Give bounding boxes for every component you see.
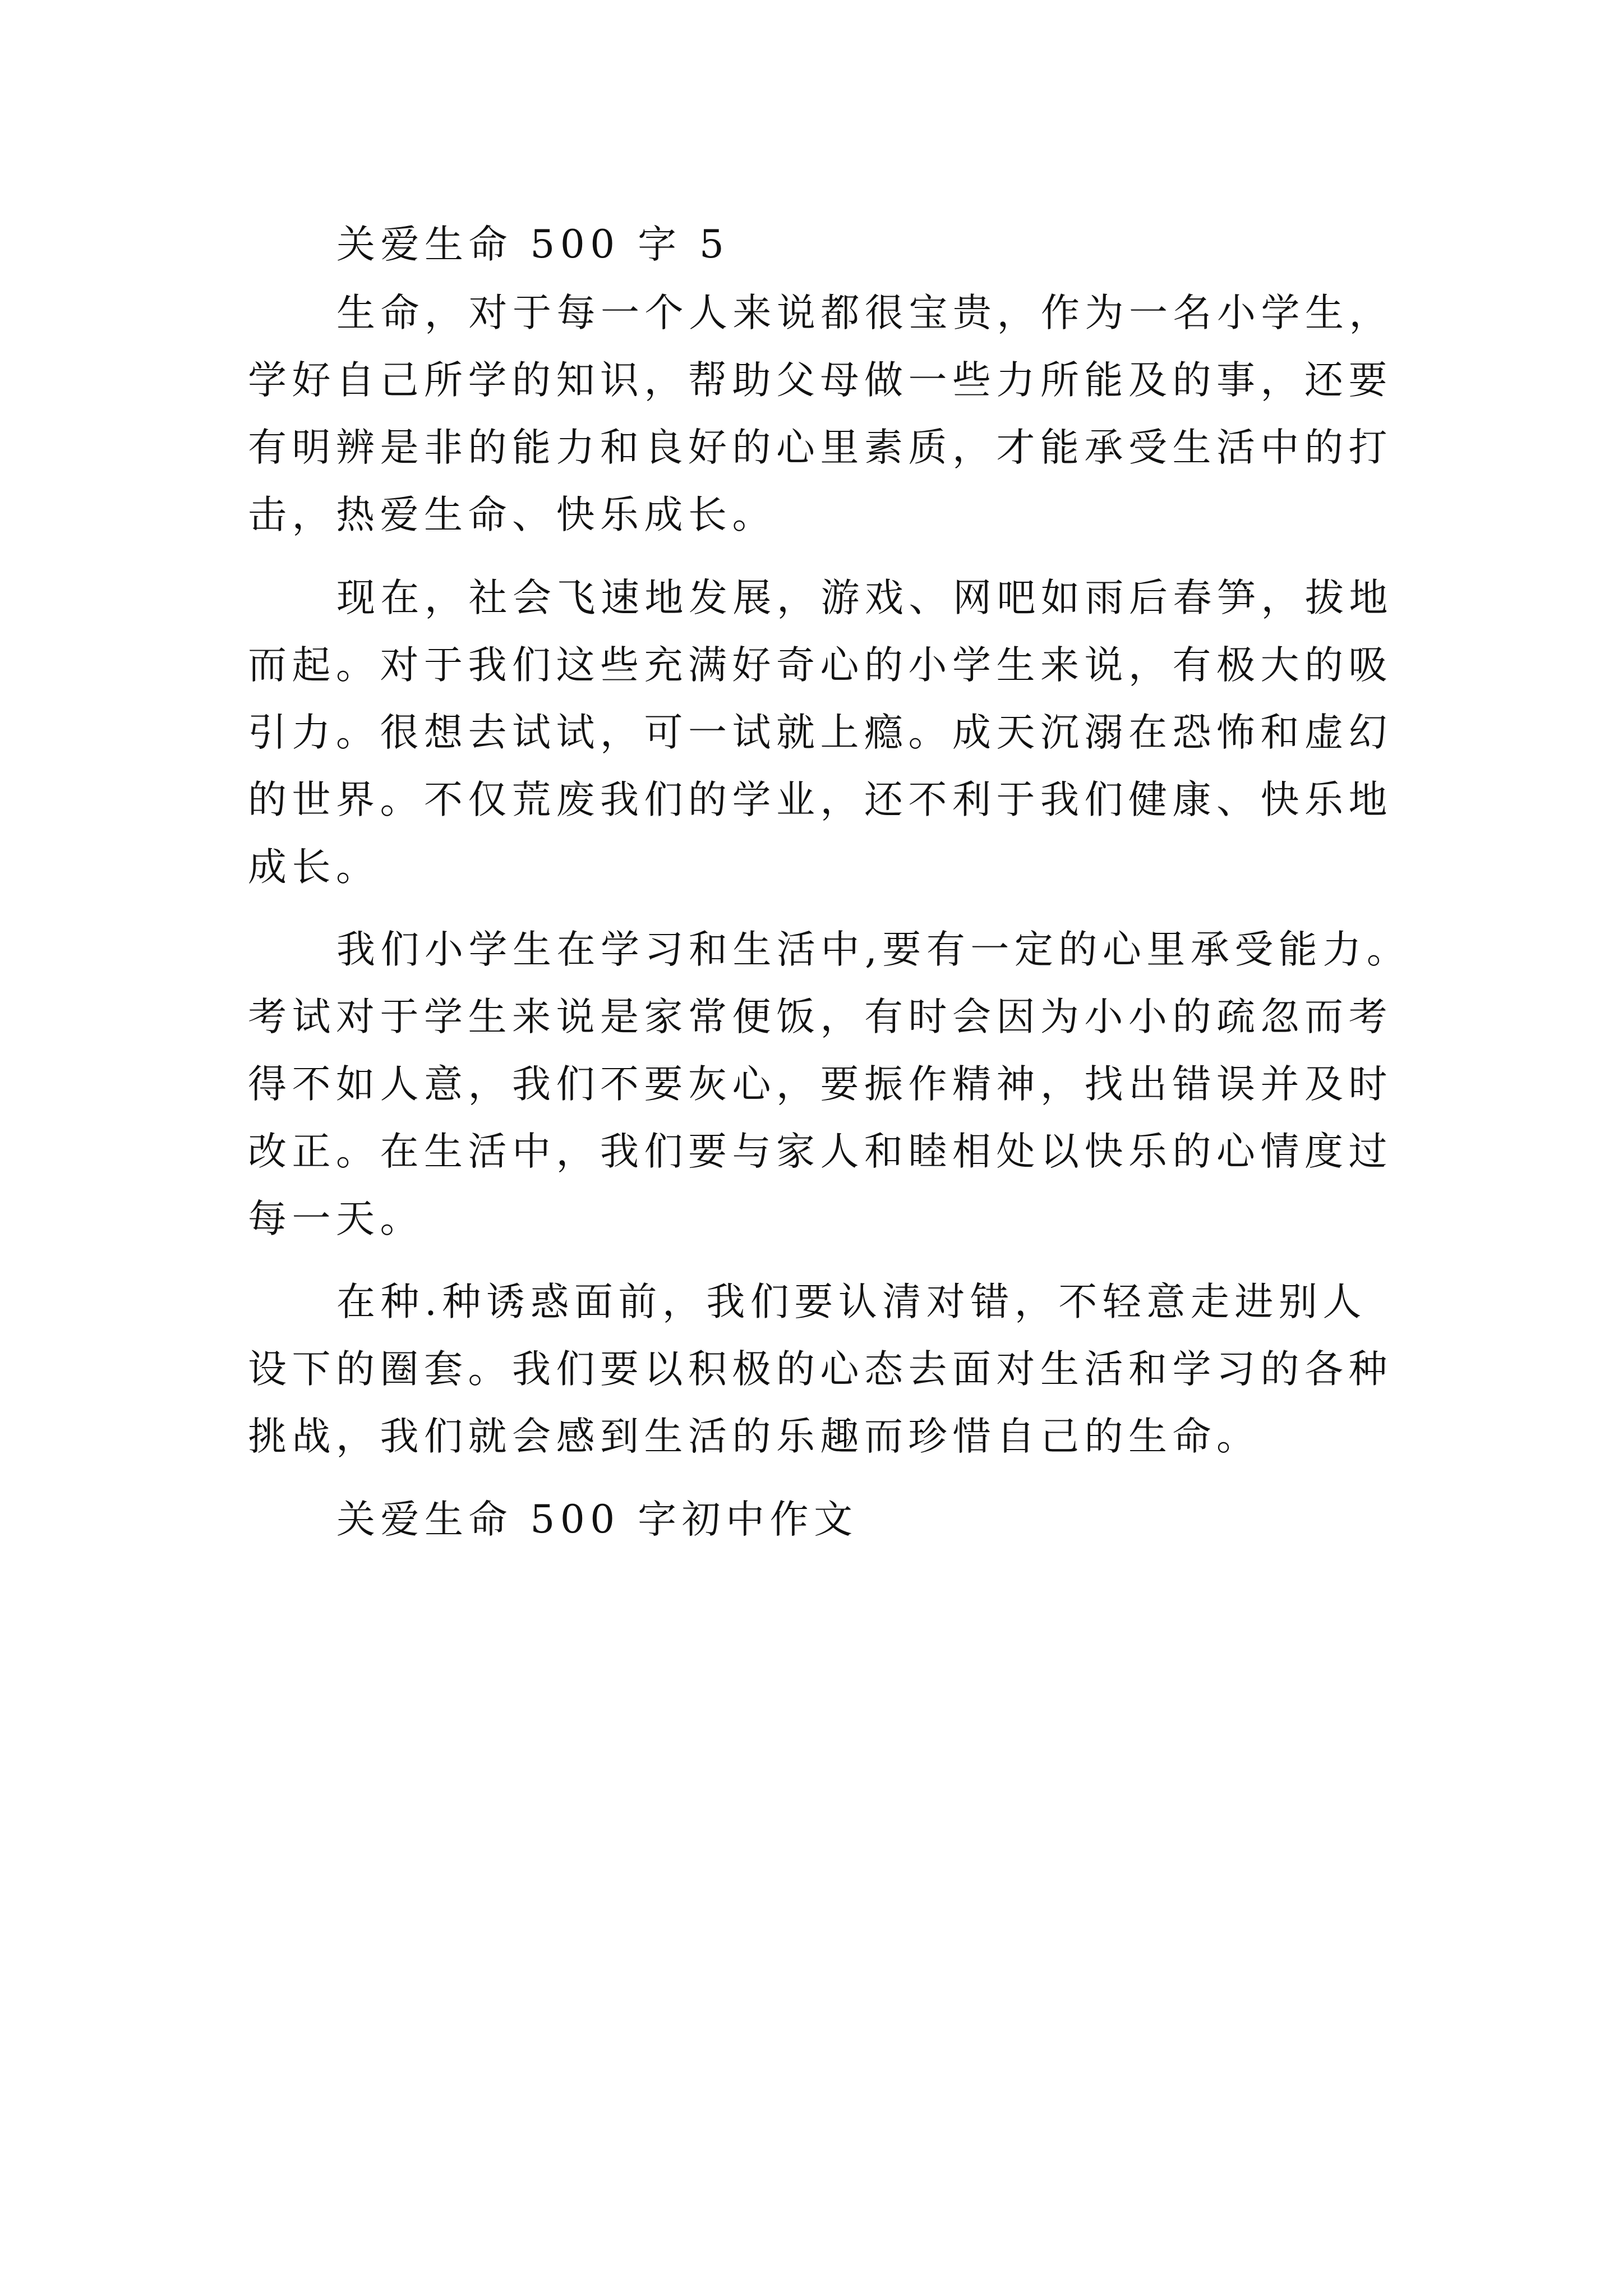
heading-line: 关爱生命 500 字 5 (336, 222, 730, 267)
paragraph-2-line-2: 而起。对于我们这些充满好奇心的小学生来说，有极大的吸 (248, 643, 1393, 688)
paragraph-1-line-2: 学好自己所学的知识，帮助父母做一些力所能及的事，还要 (248, 358, 1393, 403)
paragraph-2-line-4: 的世界。不仅荒废我们的学业，还不利于我们健康、快乐地 (248, 777, 1393, 822)
closing-line: 关爱生命 500 字初中作文 (336, 1497, 858, 1542)
paragraph-3-line-1: 我们小学生在学习和生活中,要有一定的心里承受能力。 (336, 927, 1411, 972)
paragraph-4-line-2: 设下的圈套。我们要以积极的心态去面对生活和学习的各种 (248, 1347, 1393, 1392)
paragraph-1-line-1: 生命，对于每一个人来说都很宝贵，作为一名小学生， (336, 291, 1393, 335)
paragraph-3-line-2: 考试对于学生来说是家常便饭，有时会因为小小的疏忽而考 (248, 995, 1393, 1039)
paragraph-3-line-5: 每一天。 (248, 1197, 424, 1241)
paragraph-4-line-1: 在种.种诱惑面前，我们要认清对错，不轻意走进别人 (336, 1280, 1367, 1324)
paragraph-2-line-5: 成长。 (248, 845, 380, 890)
paragraph-3-line-4: 改正。在生活中，我们要与家人和睦相处以快乐的心情度过 (248, 1129, 1393, 1174)
paragraph-1-line-4: 击，热爱生命、快乐成长。 (248, 493, 776, 537)
paragraph-2-line-3: 引力。很想去试试，可一试就上瘾。成天沉溺在恐怖和虚幻 (248, 710, 1393, 755)
paragraph-3-line-3: 得不如人意，我们不要灰心，要振作精神，找出错误并及时 (248, 1062, 1393, 1107)
paragraph-1-line-3: 有明辨是非的能力和良好的心里素质，才能承受生活中的打 (248, 425, 1393, 470)
paragraph-4-line-3: 挑战，我们就会感到生活的乐趣而珍惜自己的生命。 (248, 1414, 1261, 1459)
paragraph-2-line-1: 现在，社会飞速地发展，游戏、网吧如雨后春笋，拔地 (336, 576, 1393, 620)
